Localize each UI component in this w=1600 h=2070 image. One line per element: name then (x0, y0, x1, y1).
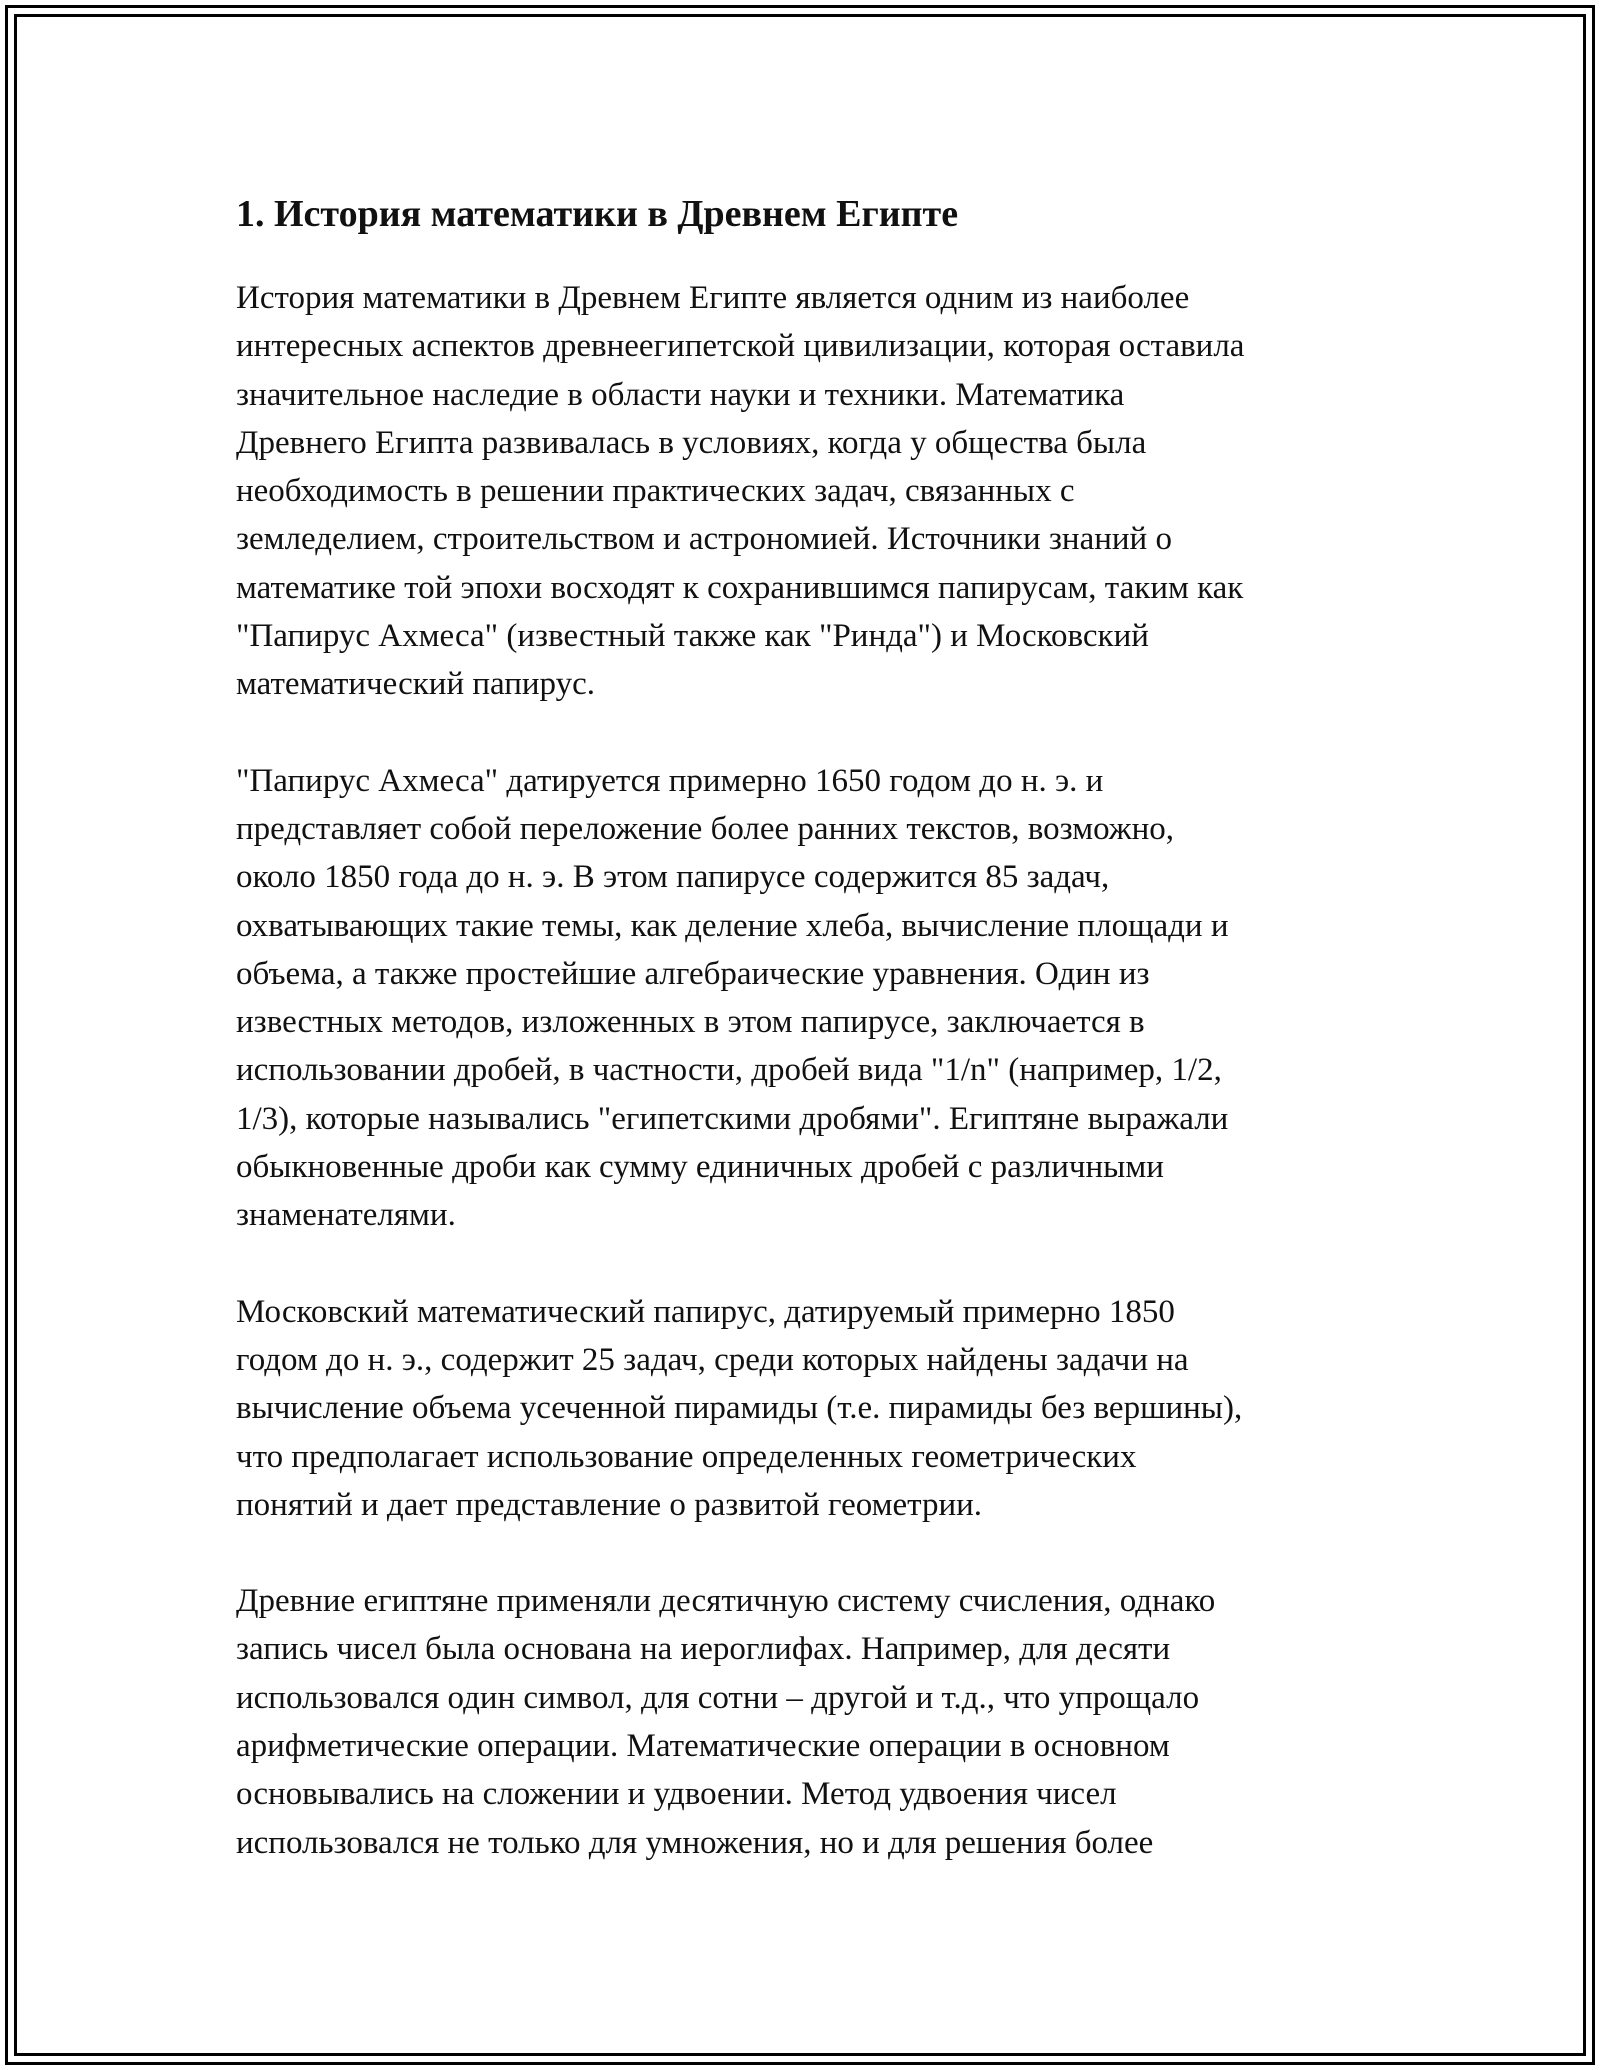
paragraph-moscow-papyrus: Московский математический папирус, датируемый примерно 1850 годом до н. э., содержит 25 задач, среди которых найдены задачи на вычисление объема усеченной пирамиды (т.е. пирамиды без вершины), что предполагает использование определенных геометрических понятий и дает представление о развитой геометрии. (236, 1293, 1243, 1523)
paragraph-decimal-system: Древние египтяне применяли десятичную систему счисления, однако запись чисел была основана на иероглифах. Например, для десяти использовался один символ, для сотни – другой и т.д., что упрощало арифметические операции. Математические операции в основном основывались на сложении и удвоении. Метод удвоения чисел использовался не только для умножения, но и для решения более (236, 1583, 1216, 1861)
document-body (236, 186, 1376, 1867)
paragraph-intro: История математики в Древнем Египте является одним из наиболее интересных аспектов древнеегипетской цивилизации, которая оставила значительное наследие в области науки и техники. Математика Древнего Египта развивалась в условиях, когда у общества была необходимость в решении практических задач, связанных с земледелием, строительством и астрономией. Источники знаний о математике той эпохи восходят к сохранившимся папирусам, таким как "Папирус Ахмеса" (известный также как "Ринда") и Московский математический папирус. (236, 280, 1245, 703)
section-heading: 1. История математики в Древнем Египте (236, 193, 959, 235)
paragraph-ahmes-papyrus: "Папирус Ахмеса" датируется примерно 1650 годом до н. э. и представляет собой переложение более ранних текстов, возможно, около 1850 года до н. э. В этом папирусе содержится 85 задач, охватывающих такие темы, как деление хлеба, вычисление площади и объема, а также простейшие алгебраические уравнения. Один из известных методов, изложенных в этом папирусе, заключается в использовании дробей, в частности, дробей вида "1/n" (например, 1/2, 1/3), которые назывались "египетскими дробями". Египтяне выражали обыкновенные дроби как сумму единичных дробей с различными знаменателями. (236, 762, 1229, 1234)
